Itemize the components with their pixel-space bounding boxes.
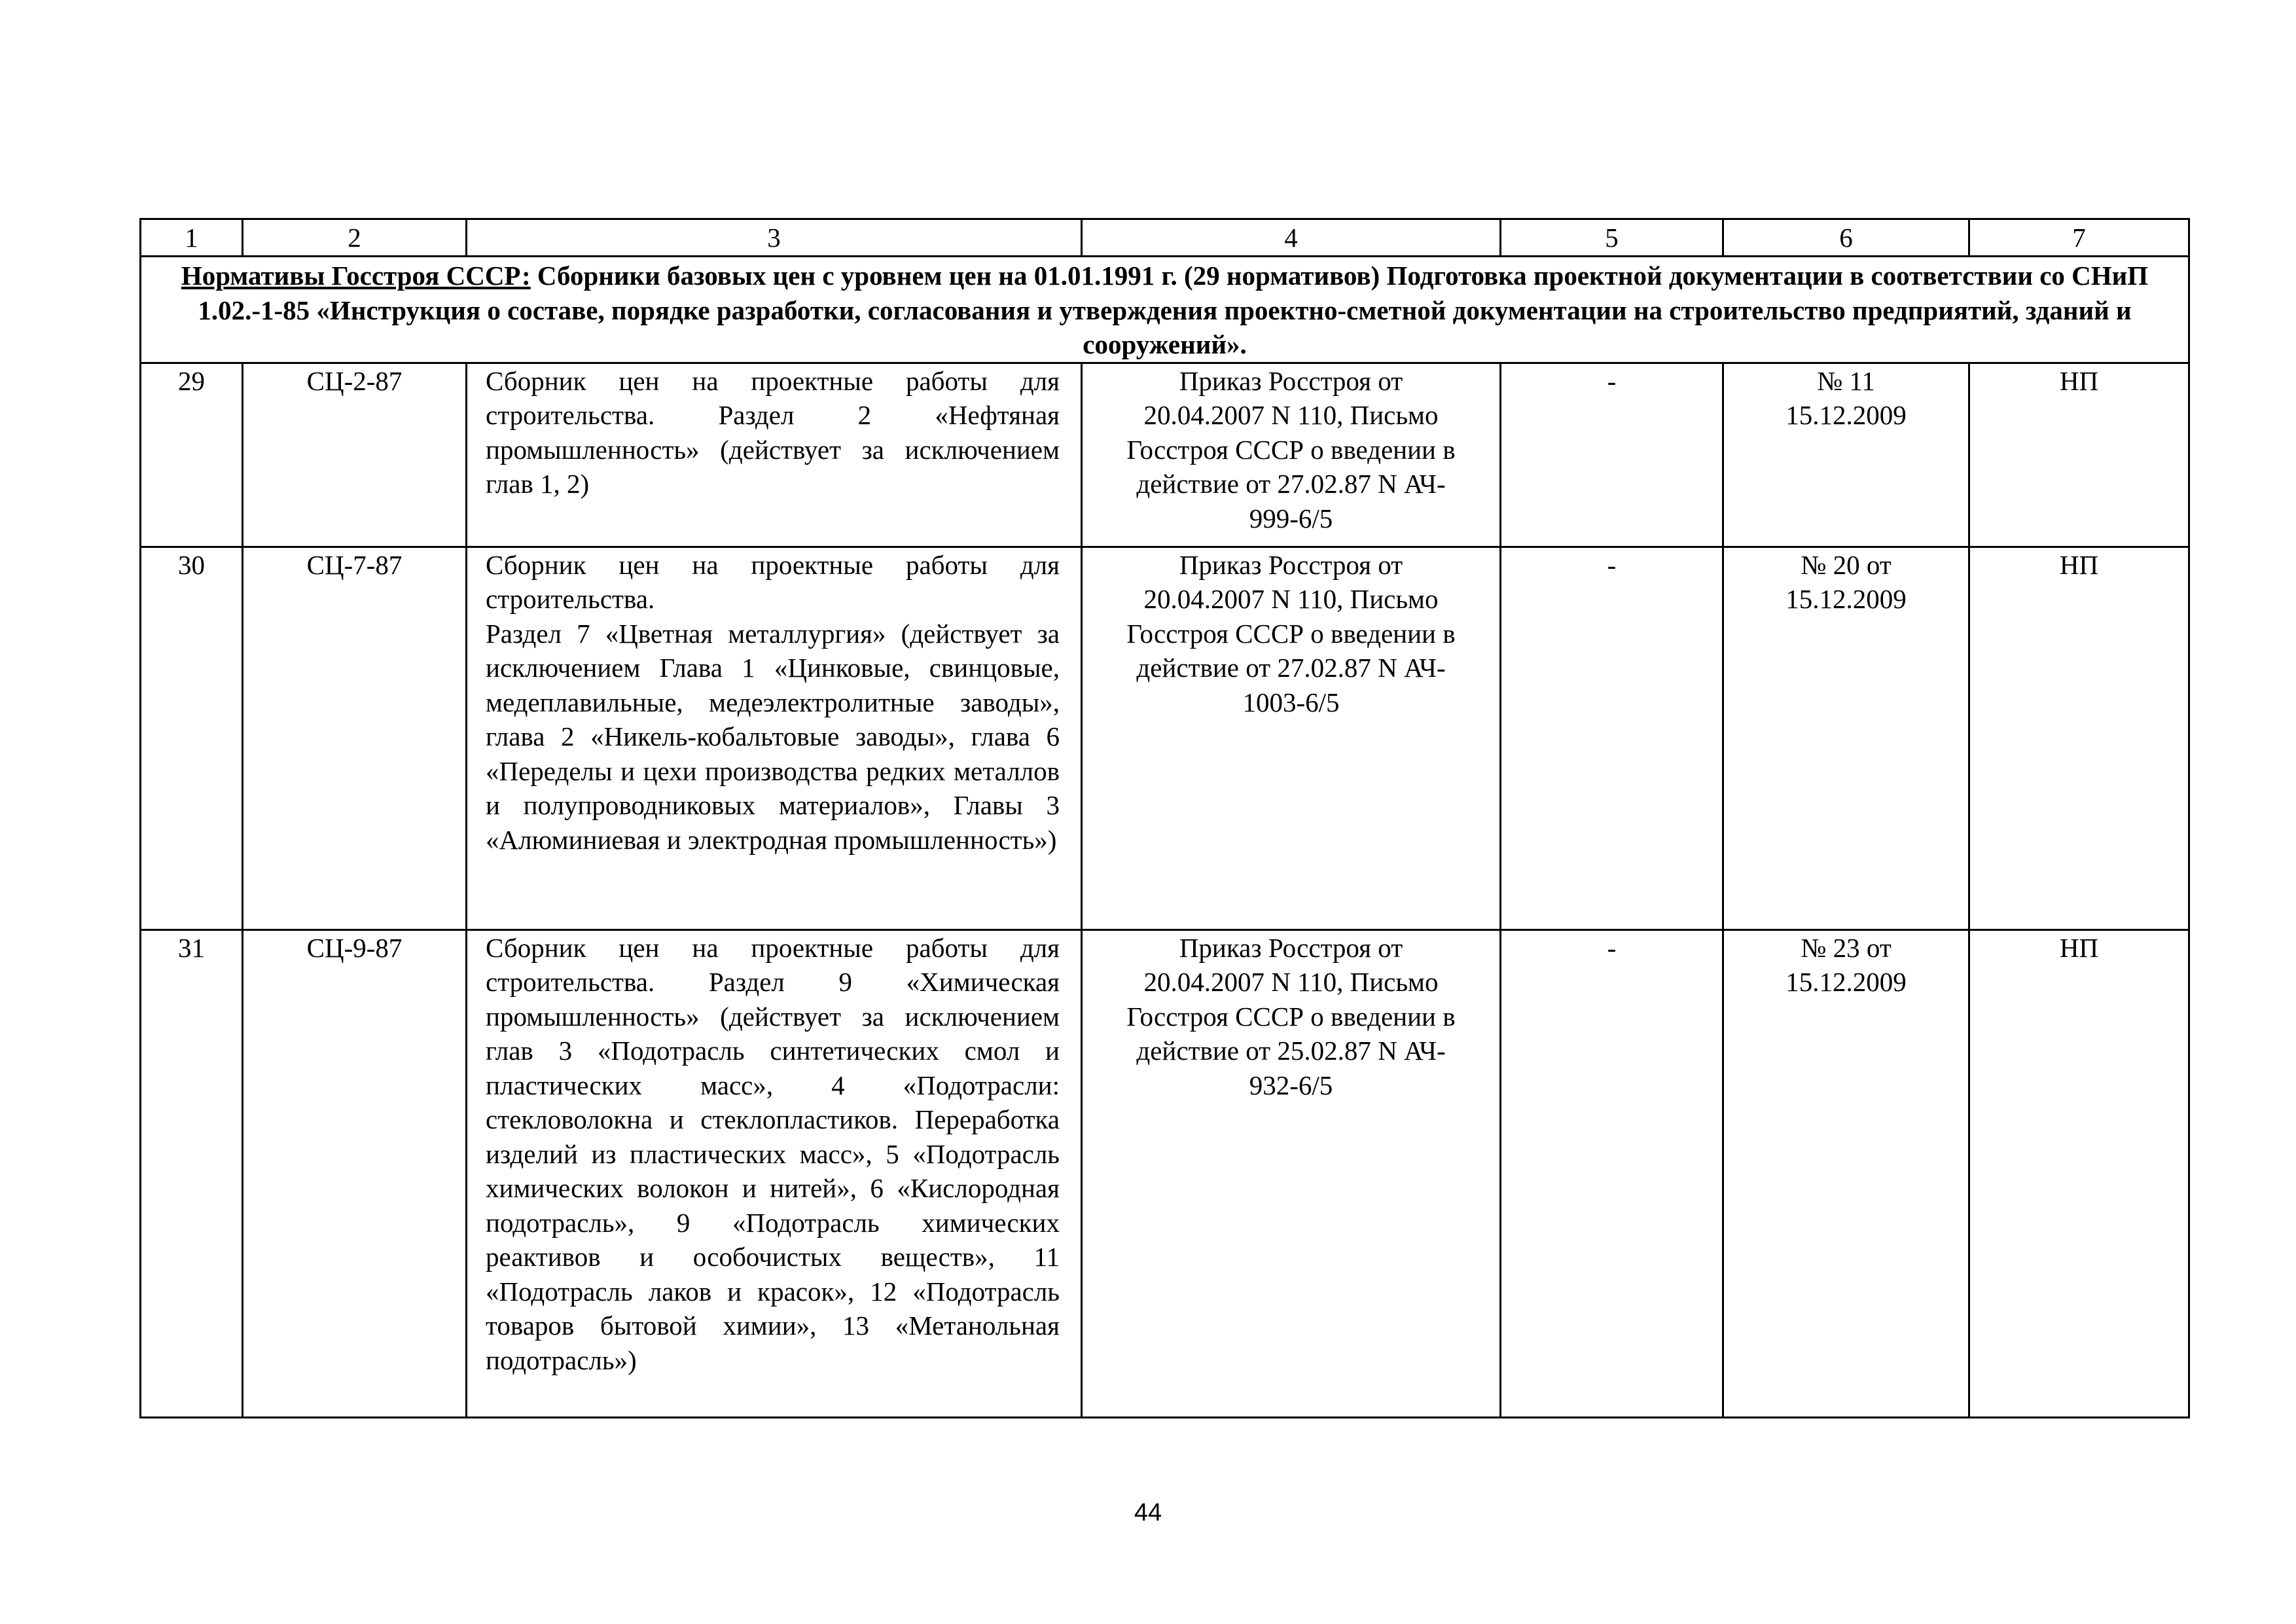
column-number-row — [141, 219, 2189, 257]
section-header — [141, 257, 2189, 363]
row-order: Приказ Росстроя от 20.04.2007 N 110, Письмо Госстроя СССР о введении в действие от 25.02.87 N АЧ- 932-6/5 — [1082, 929, 1501, 1417]
section-header-row — [141, 257, 2189, 363]
table-row — [141, 929, 2189, 1417]
row-registration: № 23 от 15.12.2009 — [1723, 929, 1969, 1417]
table-row — [141, 547, 2189, 929]
row-col5: - — [1501, 547, 1723, 929]
row-col5: - — [1501, 929, 1723, 1417]
row-number: 29 — [141, 363, 243, 547]
column-number-1: 1 — [141, 219, 243, 257]
normative-table — [139, 218, 2190, 1418]
column-number-5: 5 — [1501, 219, 1723, 257]
page-number: 44 — [1134, 1499, 1162, 1526]
row-number: 31 — [141, 929, 243, 1417]
row-status: НП — [1969, 929, 2189, 1417]
row-description: Сборник цен на проектные работы для строительства. Раздел 2 «Нефтяная промышленность» (действует за исключением глав 1, 2) — [467, 363, 1082, 547]
row-status: НП — [1969, 547, 2189, 929]
row-order: Приказ Росстроя от 20.04.2007 N 110, Письмо Госстроя СССР о введении в действие от 27.02.87 N АЧ- 1003-6/5 — [1082, 547, 1501, 929]
row-description: Сборник цен на проектные работы для строительства. Раздел 9 «Химическая промышленность» (действует за исключением глав 3 «Подотрасль синтетических смол и пластических масс», 4 «Подотрасли: стекловолокна и стеклопластиков. Переработка изделий из пластических масс», 5 «Подотрасль химических волокон и нитей», 6 «Кислородная подотрасль», 9 «Подотрасль химических реактивов и особочистых веществ», 11 «Подотрасль лаков и красок», 12 «Подотрасль товаров бытовой химии», 13 «Метанольная подотрасль») — [467, 929, 1082, 1417]
column-number-6: 6 — [1723, 219, 1969, 257]
row-col5: - — [1501, 363, 1723, 547]
row-registration: № 20 от 15.12.2009 — [1723, 547, 1969, 929]
row-order: Приказ Росстроя от 20.04.2007 N 110, Письмо Госстроя СССР о введении в действие от 27.02.87 N АЧ- 999-6/5 — [1082, 363, 1501, 547]
section-title-underlined: Нормативы Госстроя СССР: — [181, 261, 531, 291]
row-number: 30 — [141, 547, 243, 929]
section-title-text: Сборники базовых цен с уровнем цен на 01.01.1991 г. (29 нормативов) Подготовка проектной документации в соответствии со СНиП 1.02.-1-85 «Инструкция о составе, порядке разработки, согласования и утверждения проектно-сметной документации на строительство предприятий, зданий и сооружений». — [198, 261, 2149, 359]
column-number-2: 2 — [243, 219, 467, 257]
row-code: СЦ-2-87 — [243, 363, 467, 547]
column-number-3: 3 — [467, 219, 1082, 257]
column-number-7: 7 — [1969, 219, 2189, 257]
row-code: СЦ-9-87 — [243, 929, 467, 1417]
row-code: СЦ-7-87 — [243, 547, 467, 929]
table-row — [141, 363, 2189, 547]
row-description — [467, 547, 1082, 929]
row-description-line: Сборник цен на проектные работы для строительства. — [486, 549, 1060, 614]
column-number-4: 4 — [1082, 219, 1501, 257]
row-description-line: Раздел 7 «Цветная металлургия» (действует за исключением Глава 1 «Цинковые, свинцовые, медеплавильные, медеэлектролитные заводы», глава 2 «Никель-кобальтовые заводы», глава 6 «Переделы и цехи производства редких металлов и полупроводниковых материалов», Главы 3 «Алюминиевая и электродная промышленность») — [486, 618, 1060, 855]
row-status: НП — [1969, 363, 2189, 547]
row-registration: № 11 15.12.2009 — [1723, 363, 1969, 547]
